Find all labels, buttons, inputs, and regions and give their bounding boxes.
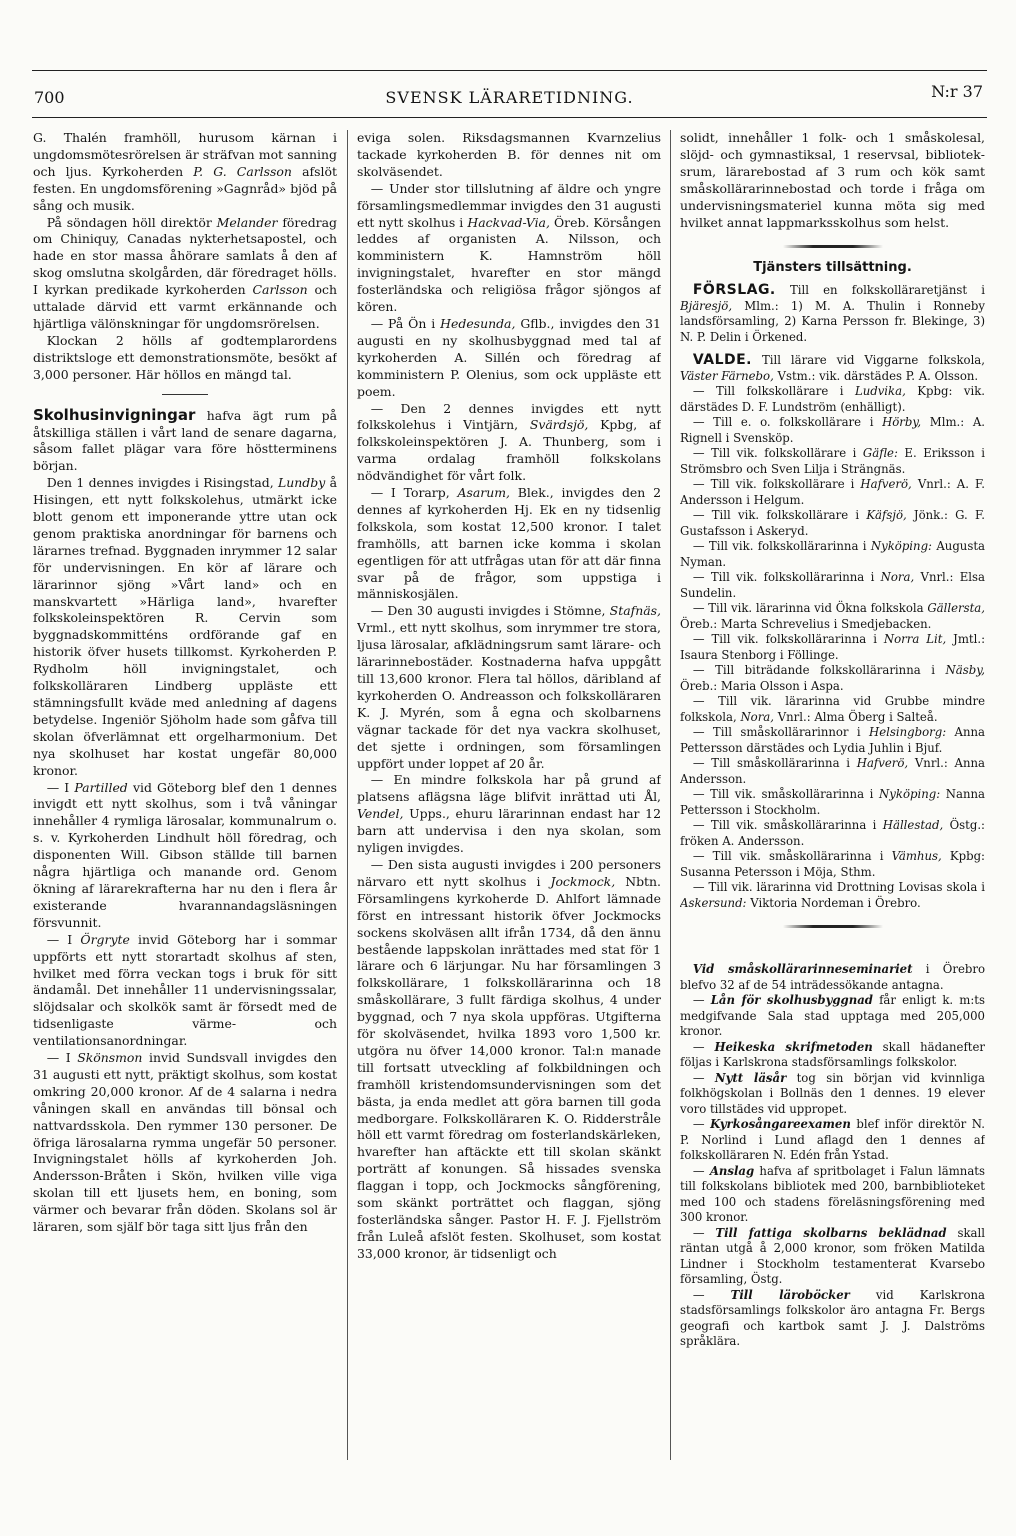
separator <box>783 245 883 248</box>
section-heading: Tjänsters tillsättning. <box>753 260 912 276</box>
appointment-entry: — Till vik. folkskollärare i Hafverö, Vnrl.: A. F. Andersson i Helgum. <box>680 477 985 507</box>
notice-entry: — Lån för skolhusbyggnad får enligt k. m:ts medgifvande Sala stad upptaga med 205,000 kronor. <box>680 993 985 1039</box>
paragraph: — I Partilled vid Göteborg blef den 1 dennes invigdt ett nytt skolhus, som i två våningar innehåller 4 rymliga lärosalar, kommunalrum o. s. v. Kyrkoherden Lindhult höll föredrag, och disponenten Will. Gibson ställde till barnen några hjärtliga och manande ord. Genom ökning af lärarekrafterna har nu den i flera år existerande hvarannandagsläsningen försvunnit. <box>33 779 337 930</box>
appointment-entry: — Till vik. lärarinna vid Grubbe mindre folkskola, Nora, Vnrl.: Alma Öberg i Salteå. <box>680 694 985 724</box>
separator <box>162 394 208 395</box>
notice-entry: Vid småskollärarinneseminariet i Örebro blefvo 32 af de 54 inträdessökande antagna. <box>680 962 985 992</box>
appointment-entry: — Till vik. folkskollärarinna i Nyköping: Augusta Nyman. <box>680 539 985 569</box>
appointment-entry: — Till vik. lärarinna vid Ökna folkskola Gällersta, Öreb.: Marta Schrevelius i Smedjebacken. <box>680 601 985 631</box>
separator <box>783 925 883 928</box>
forslag-entry: FÖRSLAG. Till en folkskolläraretjänst i Bjäresjö, Mlm.: 1) M. A. Thulin i Ronneby landsförsamling, 2) Karna Persson fr. Blekinge, 3) N. P. Delin i Örkened. <box>680 282 985 344</box>
column-1 <box>33 130 337 1530</box>
appointment-entry: — Till vik. småskollärarinna i Vämhus, Kpbg: Susanna Petersson i Möja, Sthm. <box>680 849 985 879</box>
paragraph: eviga solen. Riksdagsmannen Kvarnzelius tackade kyrkoherden B. för dennes nit om skolväsendet. <box>357 130 661 179</box>
paragraph: G. Thalén framhöll, hurusom kärnan i ungdomsmötesrörelsen är sträfvan mot sanning och ljus. Kyrkoherden P. G. Carlsson afslöt festen. En ungdomsförening »Gagnråd» bjöd på sång och musik. <box>33 130 337 213</box>
paragraph: — Under stor tillslutning af äldre och yngre församlingsmedlemmar invigdes den 31 augusti ett nytt skolhus i Hackvad-Via, Öreb. Körsången leddes af organisten A. Nilsson, och komministern K. Hamnström höll invigningstalet, hvarefter en stor mängd fosterländska och religiösa frågor sjöngos af kören. <box>357 180 661 315</box>
notices-list <box>680 962 985 1350</box>
paragraph: — En mindre folkskola har på grund af platsens aflägsna läge blifvit inrättad uti Ål, Vendel, Upps., ehuru lärarinnan endast har 12 barn att undervisa i den nya skolan, som nyligen invigdes. <box>357 772 661 856</box>
paragraph: — I Skönsmon invid Sundsvall invigdes den 31 augusti ett nytt, präktigt skolhus, som kostat omkring 20,000 kronor. Af de 4 salarna i nedra våningen skall en användas till bönsal och nattvardsskola. Den rymmer 130 personer. De öfriga lärosalarna rymma ungefär 50 personer. Invigningstalet hölls af kyrkoherden Joh. Andersson-Bråten i Skön, hvilken ville viga skolan till ett ljusets hem, en boning, som värmer och bevarar från döden. Skolans sol är läraren, som själf bör taga sitt ljus från den <box>33 1050 337 1235</box>
valde-entry: VALDE. Till lärare vid Viggarne folkskola, Väster Färnebo, Vstm.: vik. därstädes P. A. Olsson. <box>680 352 985 383</box>
appointment-entry: — Till vik. folkskollärarinna i Nora, Vnrl.: Elsa Sundelin. <box>680 570 985 600</box>
notice-entry: — Kyrkosångareexamen blef inför direktör N. P. Norlind i Lund aflagd den 1 dennes af folkskolläraren N. Edén från Ystad. <box>680 1117 985 1163</box>
column-rule <box>670 130 671 1460</box>
notice-entry: — Anslag hafva af spritbolaget i Falun lämnats till folkskolans bibliotek med 200, barnbiblioteket med 100 och stadens föreläsningsförening med 300 kronor. <box>680 1163 985 1225</box>
appointment-entry: — Till vik. småskollärarinna i Nyköping: Nanna Pettersson i Stockholm. <box>680 787 985 817</box>
appointment-entry: — Till vik. folkskollärare i Käfsjö, Jönk.: G. F. Gustafsson i Askeryd. <box>680 508 985 538</box>
notice-entry: — Till läroböcker vid Karlskrona stadsförsamlings folkskolor äro antagna Fr. Bergs geografi och kartbok samt J. J. Dalströms språklära. <box>680 1287 985 1349</box>
appointment-entry: — Till vik. lärarinna vid Drottning Lovisas skola i Askersund: Viktoria Nordeman i Örebro. <box>680 880 985 910</box>
notice-entry: — Heikeska skrifmetoden skall hädanefter följas i Karlskrona stadsförsamlings folkskolor. <box>680 1039 985 1070</box>
column-2 <box>357 130 661 1530</box>
column-rule <box>347 130 348 1460</box>
column-3 <box>680 130 985 1530</box>
section-heading: Skolhusinvigningar <box>33 405 196 424</box>
notice-entry: — Till fattiga skolbarns beklädnad skall räntan utgå å 2,000 kronor, som fröken Matilda Lindner i Stockholm testamenterat Kvarsebo församling, Östg. <box>680 1225 985 1287</box>
notice-entry: — Nytt läsår tog sin början vid kvinnliga folkhögskolan i Bollnäs den 1 dennes. 19 elever voro tillstädes vid uppropet. <box>680 1070 985 1116</box>
publication-title: SVENSK LÄRARETIDNING. <box>385 88 634 107</box>
paragraph: — På Ön i Hedesunda, Gflb., invigdes den 31 augusti en ny skolhusbyggnad med tal af kyrkoherden A. Sillén och föredrag af komministern P. Olenius, som ock uppläste ett poem. <box>357 315 661 399</box>
appointment-entry: — Till småskollärarinnor i Helsingborg: Anna Pettersson därstädes och Lydia Juhlin i Bjuf. <box>680 725 985 755</box>
page-number: 700 <box>34 88 65 107</box>
page-header <box>32 70 987 118</box>
appointment-entry: — Till biträdande folkskollärarinna i Näsby, Öreb.: Maria Olsson i Aspa. <box>680 663 985 693</box>
paragraph: — Den sista augusti invigdes i 200 personers närvaro ett nytt skolhus i Jockmock, Nbtn. Församlingens kyrkoherde D. Ahlfort lämnade först en intressant historik öfver Jockmocks sockens skolväsen allt ifrån 1734, då den ännu bestående lappskolan inrättades med stat för 1 lärare och 6 lärjungar. Nu har församlingen 3 folkskollärare, 1 folkskollärarinna och 18 småskollärare, 3 fullt färdiga skolhus, 4 under byggnad, och 7 nya skola uppföras. Utgifterna för skolväsendet, hvilka 1893 voro 1,500 kr. utgöra nu öfver 14,000 kronor. Tal:n manade till fortsatt utveckling af folkbildningen och framhöll kristendomsundervisningen som det bästa, ja enda medlet att göra barnen till goda medborgare. Folkskolläraren K. O. Ridderstråle höll ett varmt föredrag om fosterlandskärleken, hvarefter han aftäckte ett till skolan skänkt porträtt af konungen. Så hissades svenska flaggan i topp, och Jockmocks sångförening, som skänkt porträttet och flaggan, sjöng fosterländska sånger. Pastor H. F. J. Fjellström från Luleå afslöt festen. Skolhuset, som kostat 33,000 kronor, är tidsenligt och <box>357 856 661 1261</box>
paragraph: solidt, innehåller 1 folk- och 1 småskolesal, slöjd- och gymnastiksal, 1 reservsal, biblioteksrum, lärarebostad af 3 rum och kök samt småskollärarinnebostad och torde i fråga om undervisningsmateriel kunna möta sig med hvilket annat lappmarksskolhus som helst. <box>680 130 985 230</box>
paragraph: — Den 2 dennes invigdes ett nytt folkskolehus i Vintjärn, Svärdsjö, Kpbg, af folkskoleinspektören J. A. Thunberg, som i varma ordalag framhöll folkskolans nödvändighet för vårt folk. <box>357 400 661 484</box>
paragraph: — Den 30 augusti invigdes i Stömne, Stafnäs, Vrml., ett nytt skolhus, som inrymmer tre stora, ljusa lärosalar, afklädningsrum samt lärare- och lärarinnebostäder. Kostnaderna hafva uppgått till 13,600 kronor. Flera tal höllos, däribland af kyrkoherden O. Andreasson och folkskolläraren K. J. Myrén, som å egna och skolbarnens vägnar tackade för det nya vackra skolhuset, det sjette i ordningen, som församlingen uppfört under loppet af 20 år. <box>357 603 661 771</box>
paragraph: — I Torarp, Asarum, Blek., invigdes den 2 dennes af kyrkoherden Hj. Ek en ny tidsenlig folkskola, som kostat 12,500 kronor. I talet framhölls, att barnen icke komma i skolan egentligen för att utfrågas utan för att där finna svar på de frågor, som uppstiga i människosjälen. <box>357 485 661 602</box>
issue-number: N:r 37 <box>931 82 983 101</box>
appointment-entry: — Till småskollärarinna i Hafverö, Vnrl.: Anna Andersson. <box>680 756 985 786</box>
section-intro: Skolhusinvigningar hafva ägt rum på åtskilliga ställen i vårt land de senare dagarna, såsom fallet plägar vara före höstterminens början. <box>33 405 337 474</box>
paragraph: Klockan 2 hölls af godtemplarordens distriktsloge ett demonstrationsmöte, besökt af 3,000 personer. Här höllos en mängd tal. <box>33 332 337 382</box>
appointment-entry: — Till e. o. folkskollärare i Hörby, Mlm.: A. Rignell i Svensköp. <box>680 415 985 445</box>
paragraph: — I Örgryte invid Göteborg har i sommar uppförts ett nytt storartadt skolhus af sten, hvilket med förra veckan togs i bruk för sitt ändamål. Det innehåller 11 undervisningssalar, slöjdsalar och skolkök samt är försedt med de tidsenligaste värme- och ventilationsanordningar. <box>33 931 337 1049</box>
appointments-list <box>680 384 985 911</box>
appointment-entry: — Till vik. folkskollärare i Gäfle: E. Eriksson i Strömsbro och Sven Lilja i Strängnäs. <box>680 446 985 476</box>
appointment-entry: — Till folkskollärare i Ludvika, Kpbg: vik. därstädes D. F. Lundström (enhälligt). <box>680 384 985 414</box>
paragraph: På söndagen höll direktör Melander föredrag om Chiniquy, Canadas nykterhetsapostel, och hade en stor massa åhörare samlats å den af skog omslutna skolgården, där föredraget hölls. I kyrkan predikade kyrkoherden Carlsson och uttalade därvid ett varmt erkännande och hjärtliga välönskningar för ungdomsrörelsen. <box>33 214 337 331</box>
appointment-entry: — Till vik. folkskollärarinna i Norra Lit, Jmtl.: Isaura Stenborg i Föllinge. <box>680 632 985 662</box>
appointment-entry: — Till vik. småskollärarinna i Hällestad, Östg.: fröken A. Andersson. <box>680 818 985 848</box>
paragraph: Den 1 dennes invigdes i Risingstad, Lundby å Hisingen, ett nytt folkskolehus, utmärkt icke blott genom ett imponerande yttre utan ock genom praktiska anordningar för barnens och lärarnes trefnad. Byggnaden inrymmer 12 salar för undervisningen. En kör af lärare och lärarinnor sjöng »Vårt land» och en manskvartett »Härliga land», hvarefter folkskoleinspektören R. Cervin som byggnadskommitténs ordförande gaf en historik öfver husets tillkomst. Kyrkoherden P. Rydholm höll invigningstalet, och folkskolläraren Lindberg uppläste ett stämningsfullt kväde med anledning af dagens betydelse. Ingeniör Sjöholm hade som gåfva till skolan öfverlämnat ett orgelharmonium. Det nya skolhuset har kostat ungefär 80,000 kronor. <box>33 475 337 778</box>
